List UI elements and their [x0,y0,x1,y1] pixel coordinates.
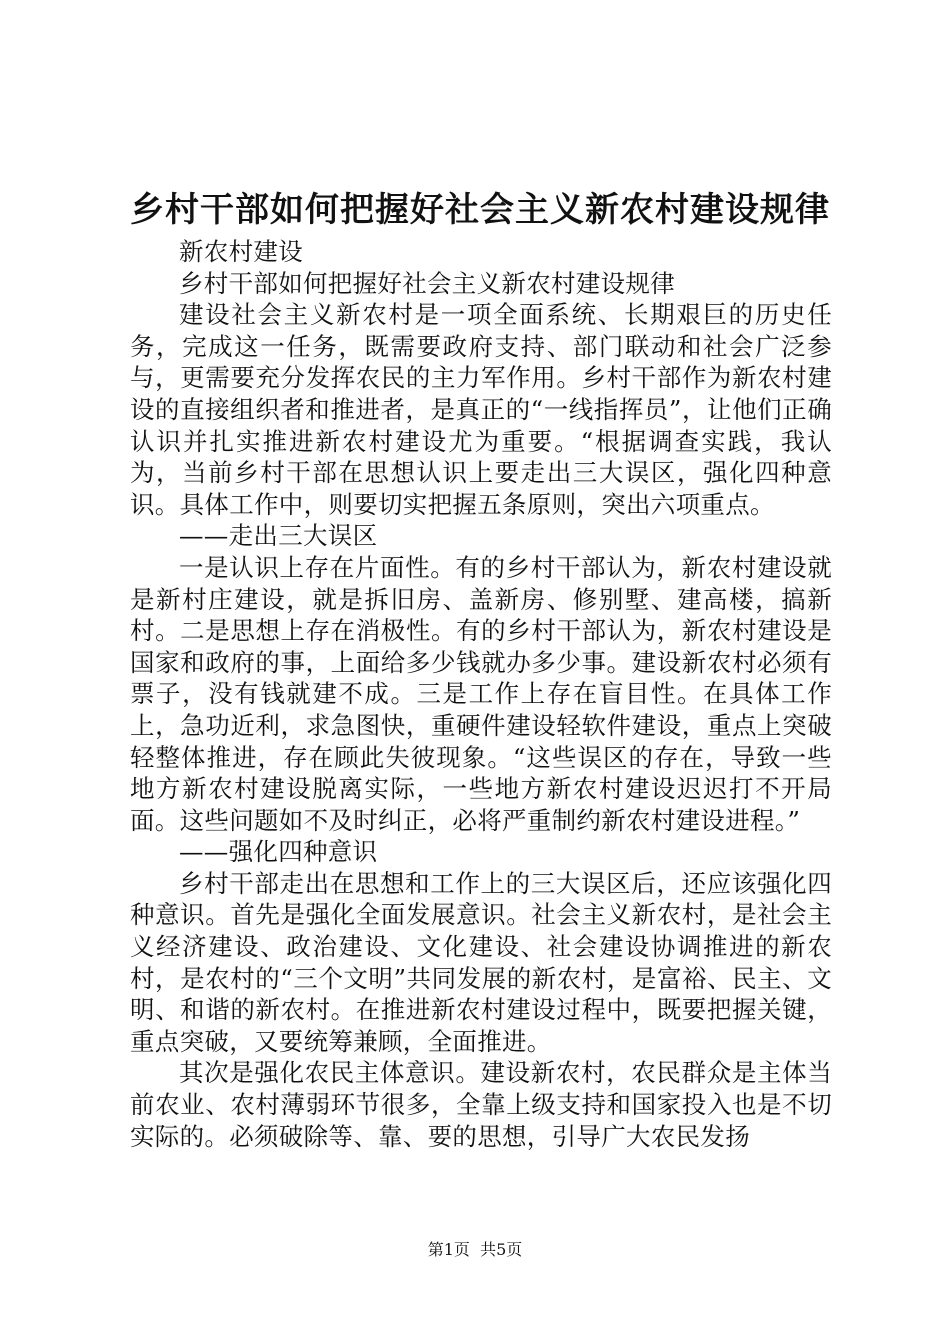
paragraph-awareness: 乡村干部走出在思想和工作上的三大误区后，还应该强化四种意识。首先是强化全面发展意识。社会主义新农村，是社会主义经济建设、政治建设、文化建设、社会建设协调推进的新农村，是农村的“三个文明”共同发展的新农村，是富裕、民主、文明、和谐的新农村。在推进新农村建设过程中，既要把握关键，重点突破，又要统筹兼顾，全面推进。 [130,868,832,1056]
paragraph-misconceptions: 一是认识上存在片面性。有的乡村干部认为，新农村建设就是新村庄建设，就是拆旧房、盖新房、修别墅、建高楼，搞新村。二是思想上存在消极性。有的乡村干部认为，新农村建设是国家和政府的事，上面给多少钱就办多少事。建设新农村必须有票子，没有钱就建不成。三是工作上存在盲目性。在具体工作上，急功近利，求急图快，重硬件建设轻软件建设，重点上突破轻整体推进，存在顾此失彼现象。“这些误区的存在，导致一些地方新农村建设脱离实际，一些地方新农村建设迟迟打不开局面。这些问题如不及时纠正，必将严重制约新农村建设进程。” [130,552,832,835]
document-body [130,236,832,1152]
section-heading-misconceptions: ——走出三大误区 [179,521,378,551]
document-title: 乡村干部如何把握好社会主义新农村建设规律 [130,190,830,230]
paragraph-category: 新农村建设 [179,237,303,266]
page-footer: 第1页 共5页 [427,1240,523,1259]
paragraph-intro: 建设社会主义新农村是一项全面系统、长期艰巨的历史任务，完成这一任务，既需要政府支持、部门联动和社会广泛参与，更需要充分发挥农民的主力军作用。乡村干部作为新农村建设的直接组织者和推进者，是真正的“一线指挥员”，让他们正确认识并扎实推进新农村建设尤为重要。“根据调查实践，我认为，当前乡村干部在思想认识上要走出三大误区，强化四种意识。具体工作中，则要切实把握五条原则，突出六项重点。 [130,300,832,519]
paragraph-farmer-subject: 其次是强化农民主体意识。建设新农村，农民群众是主体当前农业、农村薄弱环节很多，全靠上级支持和国家投入也是不切实际的。必须破除等、靠、要的思想，引导广大农民发扬 [130,1058,832,1151]
paragraph-subtitle: 乡村干部如何把握好社会主义新农村建设规律 [179,268,675,298]
section-heading-awareness: ——强化四种意识 [179,837,378,867]
